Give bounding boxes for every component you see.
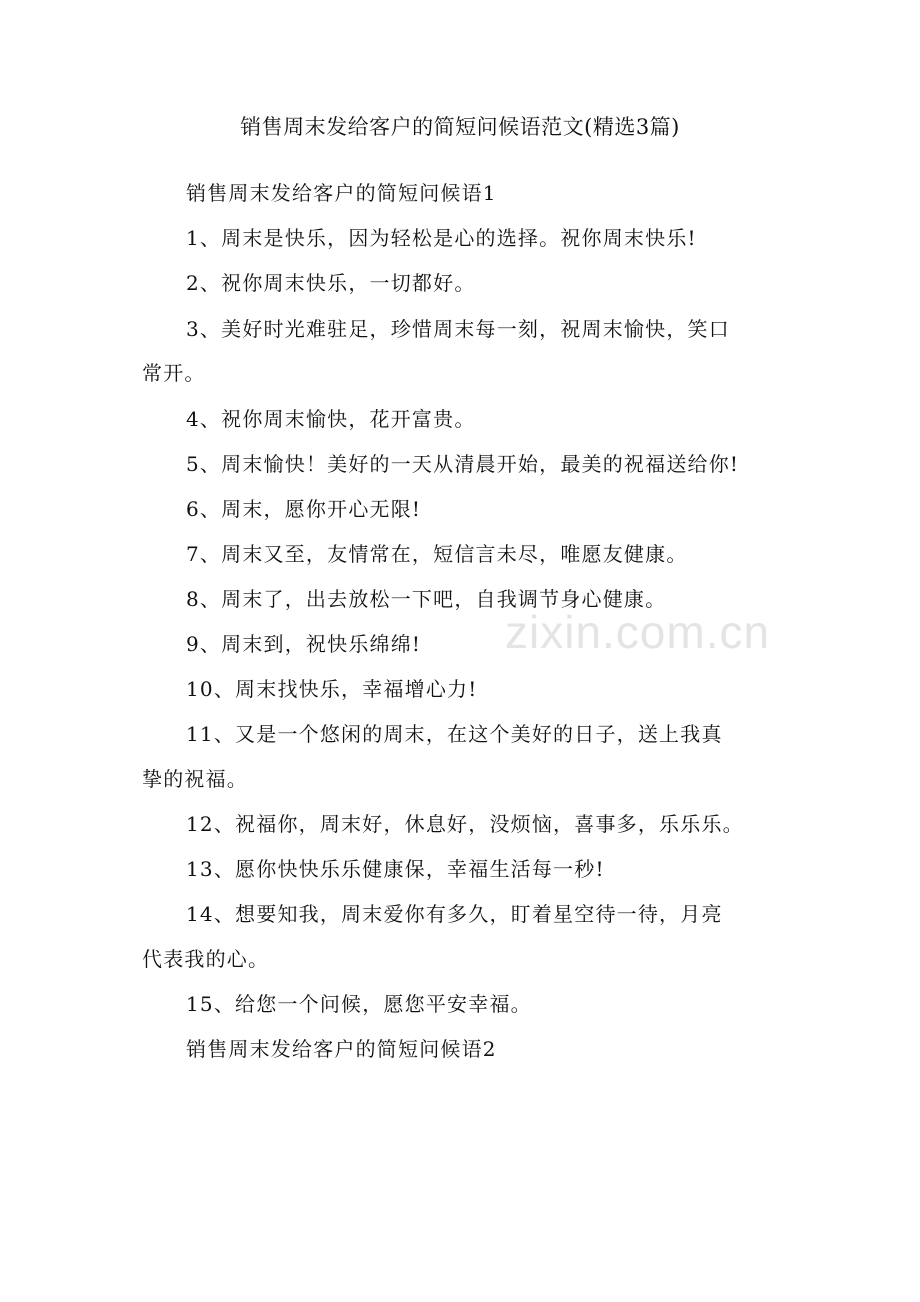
list-item-13: 13、愿你快快乐乐健康保，幸福生活每一秒! xyxy=(186,857,605,881)
list-item-2: 2、祝你周末快乐，一切都好。 xyxy=(186,271,476,295)
list-item-11: 11、又是一个悠闲的周末，在这个美好的日子，送上我真 xyxy=(186,722,723,746)
section-heading-1: 销售周末发给客户的简短问候语1 xyxy=(186,181,497,205)
list-item-11-continuation: 挚的祝福。 xyxy=(142,767,248,791)
list-item-1: 1、周末是快乐，因为轻松是心的选择。祝你周末快乐! xyxy=(186,226,697,250)
list-item-15: 15、给您一个问候，愿您平安幸福。 xyxy=(186,992,532,1016)
list-item-14-continuation: 代表我的心。 xyxy=(142,947,270,971)
list-item-7: 7、周末又至，友情常在，短信言未尽，唯愿友健康。 xyxy=(186,542,688,566)
list-item-14: 14、想要知我，周末爱你有多久，盯着星空待一待，月亮 xyxy=(186,902,723,926)
list-item-3-continuation: 常开。 xyxy=(142,361,206,385)
watermark: zixin.com.cn xyxy=(505,606,771,658)
list-item-10: 10、周末找快乐，幸福增心力! xyxy=(186,677,478,701)
list-item-5: 5、周末愉快！美好的一天从清晨开始，最美的祝福送给你! xyxy=(186,452,740,476)
list-item-9: 9、周末到，祝快乐绵绵! xyxy=(186,632,422,656)
list-item-12: 12、祝福你，周末好，休息好，没烦恼，喜事多，乐乐乐。 xyxy=(186,812,744,836)
document-title: 销售周末发给客户的简短问候语范文(精选3篇) xyxy=(240,115,680,139)
list-item-4: 4、祝你周末愉快，花开富贵。 xyxy=(186,407,476,431)
list-item-3: 3、美好时光难驻足，珍惜周末每一刻，祝周末愉快，笑口 xyxy=(186,317,730,341)
section-heading-2: 销售周末发给客户的简短问候语2 xyxy=(186,1037,497,1061)
list-item-8: 8、周末了，出去放松一下吧，自我调节身心健康。 xyxy=(186,587,667,611)
list-item-6: 6、周末，愿你开心无限! xyxy=(186,497,422,521)
